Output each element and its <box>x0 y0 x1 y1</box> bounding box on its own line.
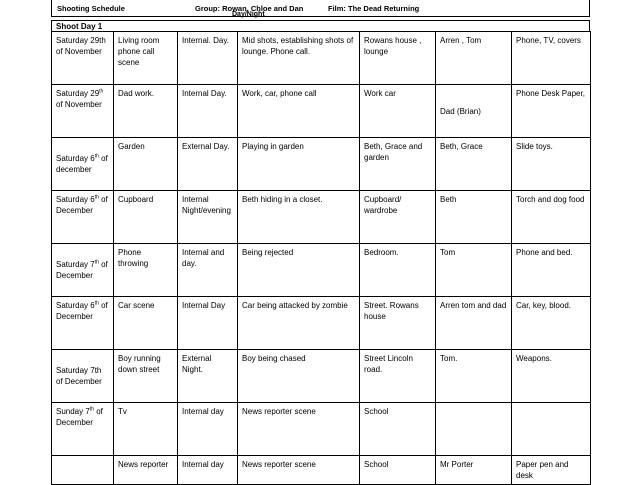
table-row <box>52 32 591 85</box>
scene-cell: Living room phone call scene <box>114 32 178 85</box>
location-cell: School <box>360 456 436 485</box>
date-text-rest: of December <box>56 301 108 321</box>
schedule-header <box>51 0 590 17</box>
date-cell: Saturday 29th of November <box>52 32 114 85</box>
description-cell: News reporter scene <box>238 403 360 456</box>
cast-cell: Beth <box>436 191 512 244</box>
props-cell: Car, key, blood. <box>512 297 591 350</box>
location-cell: Street Lincoln road. <box>360 350 436 403</box>
int-ext-cell: Internal day <box>178 403 238 456</box>
props-cell: Phone Desk Paper, <box>512 85 591 138</box>
table-row <box>52 403 591 456</box>
table-row <box>52 244 591 297</box>
description-cell: Car being attacked by zombie <box>238 297 360 350</box>
scene-cell: Dad work. <box>114 85 178 138</box>
description-cell: Beth hiding in a closet. <box>238 191 360 244</box>
date-text-rest: of November <box>56 100 102 109</box>
date-text-rest: of December <box>56 260 108 280</box>
scene-cell: Garden <box>114 138 178 191</box>
description-cell: Mid shots, establishing shots of lounge. Phone call. <box>238 32 360 85</box>
location-cell: Work car <box>360 85 436 138</box>
date-ordinal: th <box>94 153 99 160</box>
props-cell: Phone, TV, covers <box>512 32 591 85</box>
group-label: Group: Rowan, Chloe and Dan <box>195 4 304 13</box>
date-text-rest: of december <box>56 154 108 174</box>
date-cell: Saturday 7th of December <box>52 350 114 403</box>
props-cell: Phone and bed. <box>512 244 591 297</box>
cast-cell: Arren tom and dad <box>436 297 512 350</box>
date-ordinal: th <box>94 194 99 201</box>
int-ext-cell: Internal Night/evening <box>178 191 238 244</box>
description-cell: Boy being chased <box>238 350 360 403</box>
cast-cell: Dad (Brian) <box>436 85 512 138</box>
scene-cell: Car scene <box>114 297 178 350</box>
props-cell: Torch and dog food <box>512 191 591 244</box>
location-cell: Beth, Grace and garden <box>360 138 436 191</box>
props-cell: Paper pen and desk <box>512 456 591 485</box>
table-row <box>52 297 591 350</box>
int-ext-cell: External Night. <box>178 350 238 403</box>
location-cell: Bedroom. <box>360 244 436 297</box>
table-row <box>52 138 591 191</box>
date-text-rest: of December <box>56 195 108 215</box>
schedule-title: Shooting Schedule <box>57 4 125 13</box>
cast-cell: Arren , Tom <box>436 32 512 85</box>
table-row <box>52 456 591 485</box>
date-cell <box>52 244 114 297</box>
int-ext-cell: Internal Day <box>178 297 238 350</box>
description-cell: News reporter scene <box>238 456 360 485</box>
cast-cell: Mr Porter <box>436 456 512 485</box>
date-text: Saturday 7 <box>56 260 95 269</box>
table-row <box>52 350 591 403</box>
int-ext-cell: Internal. Day. <box>178 32 238 85</box>
date-text: Saturday 6 <box>56 195 95 204</box>
location-cell: Street. Rowans house <box>360 297 436 350</box>
date-ordinal: th <box>94 259 99 266</box>
location-cell: School <box>360 403 436 456</box>
schedule-table <box>51 31 591 485</box>
date-text-rest: of December <box>56 407 103 427</box>
cast-cell: Tom. <box>436 350 512 403</box>
props-cell: Weapons. <box>512 350 591 403</box>
clipped-column-header: Day/Night <box>232 11 265 18</box>
table-row <box>52 191 591 244</box>
scene-cell: Tv <box>114 403 178 456</box>
date-cell <box>52 456 114 485</box>
int-ext-cell: External Day. <box>178 138 238 191</box>
date-text: Saturday 29 <box>56 89 100 98</box>
int-ext-cell: Internal Day. <box>178 85 238 138</box>
date-cell <box>52 403 114 456</box>
int-ext-cell: Internal and day. <box>178 244 238 297</box>
date-text: Saturday 6 <box>56 154 95 163</box>
date-ordinal: th <box>89 406 94 413</box>
date-text: Saturday 6 <box>56 301 95 310</box>
scene-cell: Phone throwing <box>114 244 178 297</box>
props-cell: Slide toys. <box>512 138 591 191</box>
date-cell <box>52 138 114 191</box>
scene-cell: Boy running down street <box>114 350 178 403</box>
int-ext-cell: Internal day <box>178 456 238 485</box>
scene-cell: Cupboard <box>114 191 178 244</box>
table-row <box>52 85 591 138</box>
description-cell: Being rejected <box>238 244 360 297</box>
cast-cell: Beth, Grace <box>436 138 512 191</box>
cast-cell: Tom <box>436 244 512 297</box>
description-cell: Work, car, phone call <box>238 85 360 138</box>
description-cell: Playing in garden <box>238 138 360 191</box>
scene-cell: News reporter <box>114 456 178 485</box>
props-cell <box>512 403 591 456</box>
film-label: Film: The Dead Returning <box>328 4 420 13</box>
location-cell: Rowans house , lounge <box>360 32 436 85</box>
date-text: Sunday 7 <box>56 407 90 416</box>
date-cell <box>52 191 114 244</box>
date-ordinal: th <box>99 88 104 95</box>
date-cell <box>52 85 114 138</box>
date-ordinal: th <box>94 300 99 307</box>
cast-cell <box>436 403 512 456</box>
location-cell: Cupboard/ wardrobe <box>360 191 436 244</box>
date-cell <box>52 297 114 350</box>
shoot-day-label: Shoot Day 1 <box>56 22 103 31</box>
